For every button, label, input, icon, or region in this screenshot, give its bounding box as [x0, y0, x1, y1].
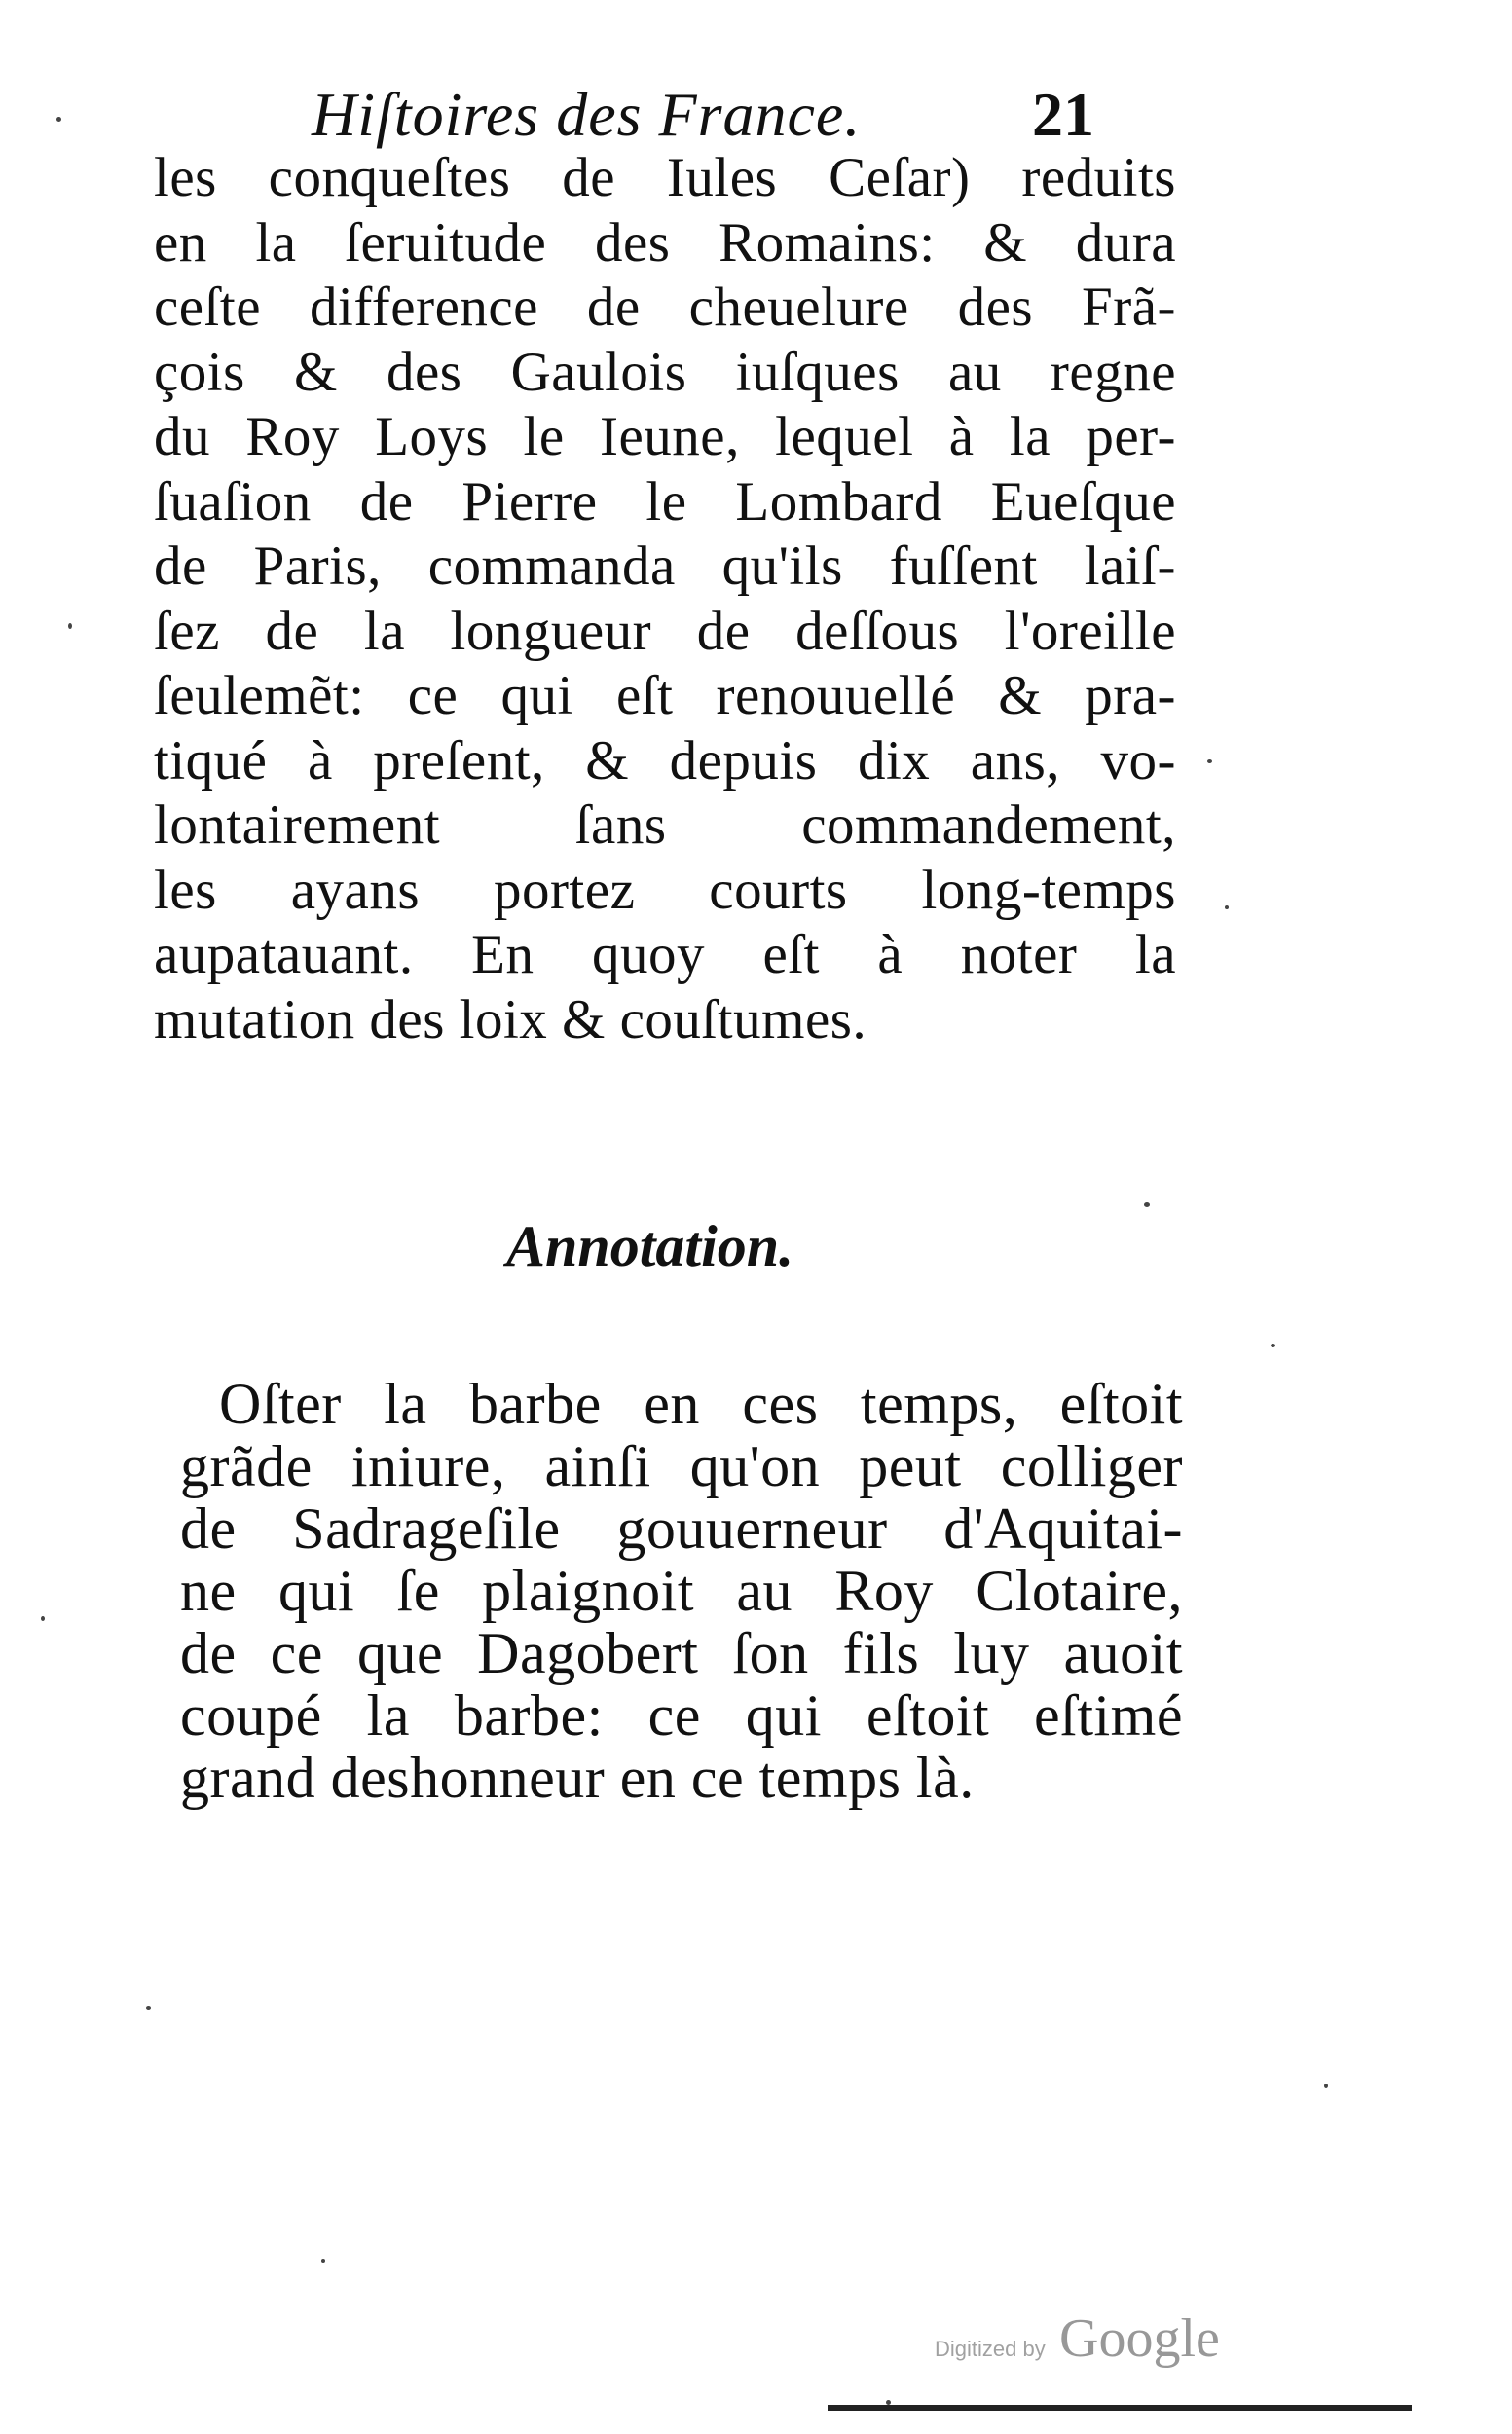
text-line: les ayans portez courts long-temps: [154, 859, 1176, 921]
annotation-line: grand deshonneur en ce temps là.: [180, 1746, 975, 1810]
page-number: 21: [1032, 80, 1094, 149]
text-line: çois & des Gaulois iuſques au regne: [154, 341, 1176, 403]
print-speck: [56, 117, 61, 122]
text-line: du Roy Loys le Ieune, lequel à la per-: [154, 406, 1176, 467]
text-line: mutation des loix & couſtumes.: [154, 988, 867, 1051]
print-speck: [1207, 759, 1212, 763]
digitized-by-label: Digitized by: [935, 2337, 1046, 2361]
annotation-line: de Sadrageſile gouuerneur d'Aquitai-: [180, 1496, 1183, 1561]
text-line: ceſte difference de cheuelure des Frã-: [154, 277, 1176, 338]
annotation-heading: Annotation.: [506, 1214, 794, 1278]
text-line: ſeulemẽt: ce qui eſt renouuellé & pra-: [154, 665, 1176, 726]
running-title: Hiſtoires des France.: [312, 80, 862, 149]
text-line: tiqué à preſent, & depuis dix ans, vo-: [154, 729, 1176, 792]
print-speck: [1324, 2084, 1328, 2088]
text-line: de Paris, commanda qu'ils fuſſent laiſ-: [154, 535, 1176, 597]
print-speck: [146, 2006, 151, 2010]
print-speck: [68, 623, 72, 629]
print-speck: [1225, 905, 1229, 909]
text-line: lontairement ſans commandement,: [154, 794, 1176, 856]
annotation-line: de ce que Dagobert ſon fils luy auoit: [180, 1621, 1183, 1685]
text-line: les conqueſtes de Iules Ceſar) reduits: [154, 147, 1176, 208]
annotation-line: coupé la barbe: ce qui eſtoit eſtimé: [180, 1683, 1183, 1748]
print-speck: [321, 2259, 325, 2263]
text-line: ſuaſion de Pierre le Lombard Eueſque: [154, 470, 1176, 533]
annotation-line: ne qui ſe plaignoit au Roy Clotaire,: [180, 1559, 1183, 1623]
annotation-line: grãde iniure, ainſi qu'on peut colliger: [180, 1434, 1183, 1498]
google-logo: Google: [1059, 2308, 1220, 2369]
main-text: [154, 146, 1176, 1052]
text-line: ſez de la longueur de deſſous l'oreille: [154, 600, 1176, 662]
print-speck: [1144, 1202, 1150, 1207]
print-speck: [41, 1616, 45, 1621]
annotation-text: [180, 1373, 1183, 1809]
print-speck: [1271, 1344, 1275, 1347]
digitized-watermark: [935, 2307, 1256, 2376]
text-line: aupatauant. En quoy eſt à noter la: [154, 924, 1176, 985]
page-edge-shadow: [828, 2405, 1412, 2411]
annotation-line: Oſter la barbe en ces temps, eſtoit: [219, 1372, 1183, 1436]
text-line: en la ſeruitude des Romains: & dura: [154, 211, 1176, 274]
